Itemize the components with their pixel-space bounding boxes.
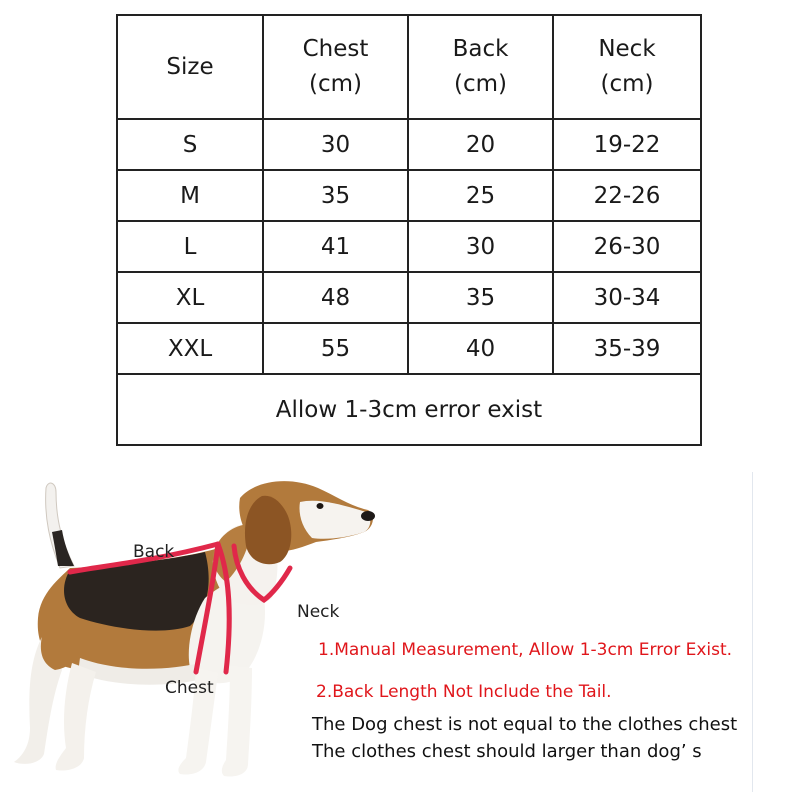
cell-chest: 55: [263, 323, 408, 374]
cell-size: M: [117, 170, 263, 221]
divider: [752, 472, 753, 792]
table-row: [117, 272, 701, 323]
error-tolerance-note: Allow 1-3cm error exist: [117, 374, 701, 445]
cell-back: 40: [408, 323, 553, 374]
header-back: Back (cm): [408, 15, 553, 119]
back-label: Back: [133, 542, 175, 562]
table-note-row: [117, 374, 701, 445]
cell-neck: 22-26: [553, 170, 701, 221]
cell-size: XL: [117, 272, 263, 323]
table-row: [117, 323, 701, 374]
cell-back: 35: [408, 272, 553, 323]
neck-label: Neck: [297, 602, 340, 622]
chest-label: Chest: [165, 678, 214, 698]
cell-size: XXL: [117, 323, 263, 374]
cell-chest: 30: [263, 119, 408, 170]
header-neck: Neck (cm): [553, 15, 701, 119]
cell-neck: 19-22: [553, 119, 701, 170]
table-header-row: [117, 15, 701, 119]
table-row: [117, 221, 701, 272]
cell-back: 25: [408, 170, 553, 221]
cell-chest: 48: [263, 272, 408, 323]
cell-neck: 30-34: [553, 272, 701, 323]
cell-size: L: [117, 221, 263, 272]
note-clothes-larger: The clothes chest should larger than dog’ s: [312, 741, 702, 762]
cell-chest: 41: [263, 221, 408, 272]
cell-neck: 26-30: [553, 221, 701, 272]
size-chart-table: [116, 14, 702, 446]
cell-back: 20: [408, 119, 553, 170]
header-chest: Chest (cm): [263, 15, 408, 119]
note-manual-measurement: 1.Manual Measurement, Allow 1-3cm Error Exist.: [318, 640, 733, 660]
cell-chest: 35: [263, 170, 408, 221]
table-row: [117, 119, 701, 170]
note-chest-difference: The Dog chest is not equal to the clothes chest: [312, 714, 738, 735]
cell-back: 30: [408, 221, 553, 272]
note-back-length: 2.Back Length Not Include the Tail.: [316, 682, 612, 702]
header-size: Size: [117, 15, 263, 119]
cell-neck: 35-39: [553, 323, 701, 374]
cell-size: S: [117, 119, 263, 170]
table-row: [117, 170, 701, 221]
